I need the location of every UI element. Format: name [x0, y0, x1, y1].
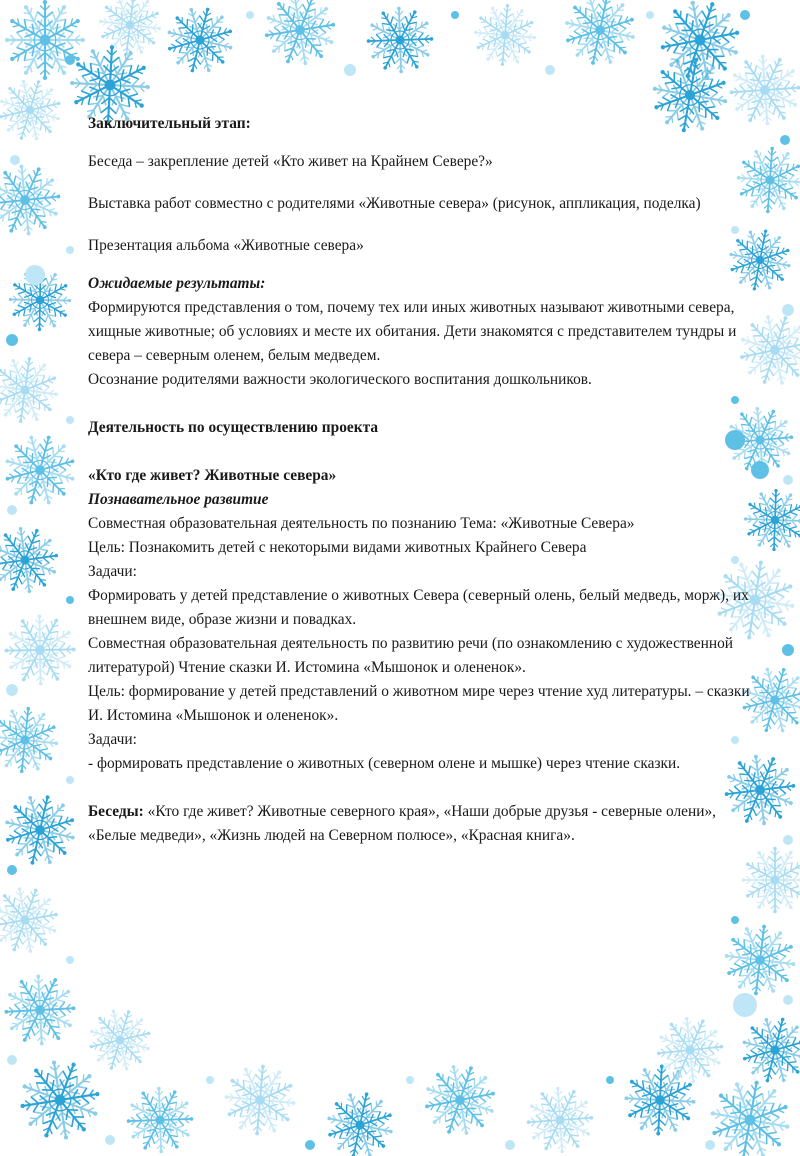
snow-dot [66, 416, 74, 424]
snowflake-icon [735, 1010, 800, 1091]
snow-dot [406, 1076, 414, 1084]
snowflake-icon [115, 1075, 205, 1156]
final-stage-title: Заключительный этап: [88, 115, 251, 132]
snow-dot [105, 1135, 115, 1145]
snow-dot [783, 475, 793, 485]
snow-dot [7, 1055, 17, 1065]
snowflake-icon [0, 517, 68, 604]
snow-dot [25, 265, 45, 285]
activity-line: Задачи: [88, 731, 137, 748]
snowflake-icon [515, 1075, 604, 1156]
expected-results-parents: Осознание родителями важности экологического воспитания дошкольников. [88, 371, 592, 388]
talks-label: Беседы: [88, 803, 144, 820]
snowflake-icon [0, 153, 72, 247]
final-stage-item: Презентация альбома «Животные севера» [88, 237, 364, 254]
snowflake-icon [5, 0, 85, 80]
activity-line: Совместная образовательная деятельность по познанию Тема: «Животные Севера» [88, 515, 635, 532]
snow-dot [783, 995, 793, 1005]
snow-dot [782, 304, 794, 316]
snowflake-icon [254, 0, 346, 76]
activity-line: Цель: формирование у детей представлений о животном мире через чтение худ литературы. – сказки И. Истомина «Мышонок и олененок». [88, 683, 750, 724]
snow-dot [545, 65, 555, 75]
snowflake-icon [0, 877, 68, 962]
snow-dot [646, 11, 654, 19]
expected-results-title: Ожидаемые результаты: [88, 275, 266, 292]
snowflake-icon [160, 0, 241, 80]
expected-results-text: Формируются представления о том, почему тех или иных животных называют животными севера, хищные животные; об условиях и месте их обитания. Дети знакомятся с представителем тундры и севера – северным оленем, белым медведем. [88, 299, 737, 364]
activity-line: Формировать у детей представление о животных Севера (северный олень, белый медведь, морж), их внешнем виде, образе жизни и повадках. [88, 587, 749, 628]
cognitive-section-title: Познавательное развитие [88, 491, 269, 508]
snow-dot [7, 865, 17, 875]
snow-dot [733, 993, 757, 1017]
talks-text: «Кто где живет? Животные северного края», «Наши добрые друзья - северные олени», «Белые медведи», «Жизнь людей на Северном полюсе», «Красная книга». [88, 803, 716, 844]
snow-dot [344, 64, 356, 76]
snow-dot [246, 11, 254, 19]
snow-dot [65, 55, 75, 65]
snowflake-icon [0, 787, 83, 872]
snow-dot [305, 1140, 315, 1150]
snow-dot [783, 835, 793, 845]
snowflake-icon [0, 426, 84, 513]
snow-dot [705, 1140, 715, 1150]
snow-dot [6, 334, 18, 346]
snowflake-icon [558, 0, 642, 72]
activity-line: Совместная образовательная деятельность по развитию речи (по ознакомлению с художественной литературой) Чтение сказки И. Истомина «Мышонок и олененок». [88, 635, 734, 676]
snowflake-icon [0, 703, 62, 776]
snow-dot [780, 135, 790, 145]
document-body [88, 112, 768, 848]
final-stage-item: Выставка работ совместно с родителями «Животные севера» (рисунок, аппликация, поделка) [88, 195, 701, 212]
snowflake-icon [81, 1001, 159, 1079]
snow-dot [6, 684, 18, 696]
snow-dot [66, 956, 74, 964]
snowflake-icon [720, 920, 799, 999]
snow-dot [66, 776, 74, 784]
snow-dot [740, 10, 750, 20]
snow-dot [451, 11, 459, 19]
activity-line: Цель: Познакомить детей с некоторыми видами животных Крайнего Севера [88, 539, 587, 556]
snow-dot [66, 246, 74, 254]
snow-dot [782, 644, 794, 656]
snowflake-icon [0, 962, 88, 1058]
activity-line: Задачи: [88, 563, 137, 580]
talks-paragraph [88, 800, 768, 848]
snow-dot [7, 505, 17, 515]
snowflake-icon [0, 602, 88, 699]
project-name: «Кто где живет? Животные севера» [88, 467, 337, 484]
snowflake-icon [471, 1, 538, 68]
snow-dot [606, 1076, 614, 1084]
snow-dot [731, 916, 739, 924]
snowflake-icon [0, 352, 63, 427]
snowflake-icon [0, 71, 69, 149]
activity-title: Деятельность по осуществлению проекта [88, 419, 379, 436]
snow-dot [206, 1076, 214, 1084]
snowflake-icon [321, 1086, 400, 1156]
snowflake-icon [95, 0, 164, 60]
snowflake-icon [355, 0, 445, 85]
snowflake-icon [742, 847, 800, 914]
snow-dot [66, 596, 74, 604]
snowflake-icon [8, 1048, 111, 1151]
snow-dot [10, 155, 20, 165]
snowflake-icon [222, 1062, 299, 1139]
snowflake-icon [415, 1055, 505, 1145]
snow-dot [505, 1140, 515, 1150]
final-stage-item: Беседа – закрепление детей «Кто живет на Крайнем Севере?» [88, 153, 493, 170]
snowflake-icon [646, 1006, 734, 1094]
activity-line: - формировать представление о животных (северном олене и мышке) через чтение сказки. [88, 755, 681, 772]
snowflake-icon [704, 1074, 797, 1156]
